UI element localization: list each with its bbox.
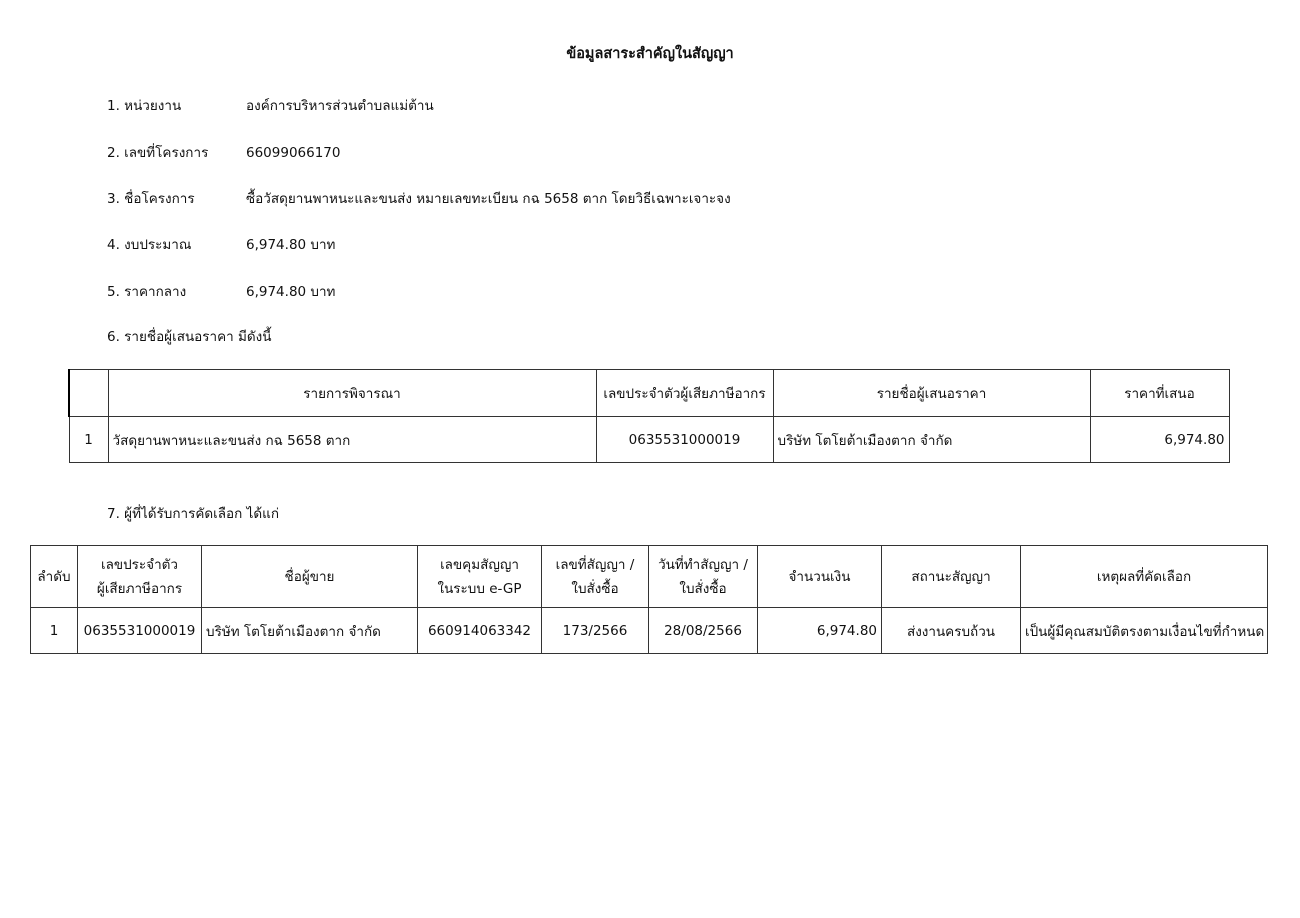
winners-cell-egp-number: 660914063342: [418, 608, 542, 654]
info-budget-value: 6,974.80 บาท: [246, 237, 336, 253]
winners-header-order: ลำดับ: [31, 546, 78, 608]
info-budget-label: 4. งบประมาณ: [107, 237, 192, 253]
winners-header-status: สถานะสัญญา: [882, 546, 1021, 608]
info-median-price-label: 5. ราคากลาง: [107, 284, 187, 300]
winners-header-egp-number: เลขคุมสัญญา ในระบบ e-GP: [418, 546, 542, 608]
bidders-cell-item: วัสดุยานพาหนะและขนส่ง กฉ 5658 ตาก: [108, 417, 596, 463]
winners-cell-amount: 6,974.80: [758, 608, 882, 654]
section-6-heading: 6. รายชื่อผู้เสนอราคา มีดังนี้: [107, 329, 272, 345]
winners-header-amount: จำนวนเงิน: [758, 546, 882, 608]
bidders-header-bidder: รายชื่อผู้เสนอราคา: [773, 370, 1090, 417]
info-median-price-value: 6,974.80 บาท: [246, 284, 336, 300]
info-project-number: [107, 142, 340, 164]
info-median-price: [107, 281, 335, 303]
info-project-name-value: ซื้อวัสดุยานพาหนะและขนส่ง หมายเลขทะเบียน กฉ 5658 ตาก โดยวิธีเฉพาะเจาะจง: [246, 191, 731, 207]
bidders-header-taxid: เลขประจำตัวผู้เสียภาษีอากร: [596, 370, 773, 417]
winners-cell-contract-date: 28/08/2566: [649, 608, 758, 654]
info-project-number-value: 66099066170: [246, 145, 341, 161]
bidders-cell-bidder: บริษัท โตโยต้าเมืองตาก จำกัด: [773, 417, 1090, 463]
winners-header-row: [31, 546, 1268, 608]
winners-cell-reason: เป็นผู้มีคุณสมบัติตรงตามเงื่อนไขที่กำหนด: [1021, 608, 1268, 654]
info-project-name: [107, 188, 731, 210]
table-row: [69, 417, 1229, 463]
winners-header-taxid: เลขประจำตัว ผู้เสียภาษีอากร: [78, 546, 202, 608]
winners-header-contract-date: วันที่ทำสัญญา / ใบสั่งซื้อ: [649, 546, 758, 608]
winners-header-reason: เหตุผลที่คัดเลือก: [1021, 546, 1268, 608]
document-title: ข้อมูลสาระสำคัญในสัญญา: [566, 46, 734, 62]
bidders-table: [68, 369, 1230, 463]
bidders-header-row: [69, 370, 1229, 417]
bidders-cell-price: 6,974.80: [1090, 417, 1229, 463]
info-agency-label: 1. หน่วยงาน: [107, 98, 182, 114]
info-project-number-label: 2. เลขที่โครงการ: [107, 145, 209, 161]
info-budget: [107, 234, 335, 256]
winners-cell-taxid: 0635531000019: [78, 608, 202, 654]
table-row: [31, 608, 1268, 654]
winners-cell-contract-number: 173/2566: [542, 608, 649, 654]
info-agency-value: องค์การบริหารส่วนตำบลแม่ต้าน: [246, 98, 434, 114]
info-project-name-label: 3. ชื่อโครงการ: [107, 191, 195, 207]
section-7-heading: 7. ผู้ที่ได้รับการคัดเลือก ได้แก่: [107, 506, 280, 522]
bidders-header-index: [69, 370, 108, 417]
bidders-header-price: ราคาที่เสนอ: [1090, 370, 1229, 417]
bidders-cell-index: 1: [69, 417, 108, 463]
info-agency: [107, 95, 434, 117]
winners-table: [30, 545, 1268, 654]
winners-cell-seller: บริษัท โตโยต้าเมืองตาก จำกัด: [202, 608, 418, 654]
winners-cell-order: 1: [31, 608, 78, 654]
winners-cell-status: ส่งงานครบถ้วน: [882, 608, 1021, 654]
bidders-header-item: รายการพิจารณา: [108, 370, 596, 417]
winners-header-seller: ชื่อผู้ขาย: [202, 546, 418, 608]
winners-header-contract-number: เลขที่สัญญา / ใบสั่งซื้อ: [542, 546, 649, 608]
bidders-cell-taxid: 0635531000019: [596, 417, 773, 463]
